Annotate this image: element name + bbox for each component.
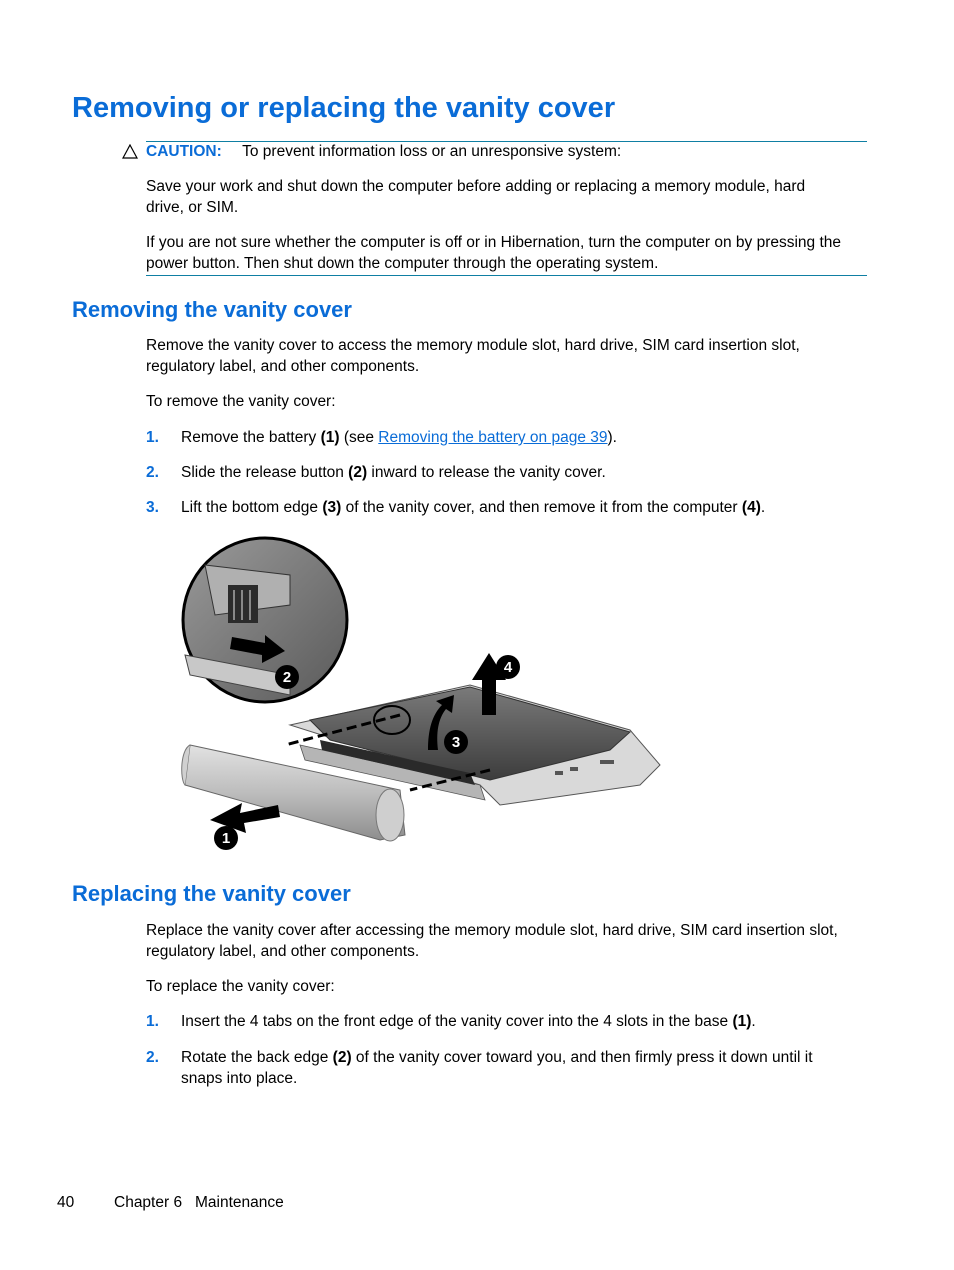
callout-number: 1 xyxy=(221,830,231,847)
step-text: (see xyxy=(339,429,379,446)
caution-label: CAUTION: xyxy=(146,143,222,160)
callout-number: 3 xyxy=(451,734,461,751)
replacing-step-number: 2. xyxy=(146,1049,159,1066)
caution-para2-line2: power button. Then shut down the computer through the operating system. xyxy=(146,255,659,272)
callout-ref: (1) xyxy=(732,1013,752,1030)
replacing-lead: To replace the vanity cover: xyxy=(146,978,335,995)
removing-step-3 xyxy=(181,497,765,518)
removing-intro-line2: regulatory label, and other components. xyxy=(146,358,420,375)
removing-step-number: 3. xyxy=(146,499,159,516)
caution-bottom-rule xyxy=(146,275,867,276)
removing-intro-line1: Remove the vanity cover to access the memory module slot, hard drive, SIM card insertion slot, xyxy=(146,337,800,354)
removing-step-1 xyxy=(181,427,617,448)
removing-step-number: 1. xyxy=(146,429,159,446)
callout-badge-2 xyxy=(275,665,299,689)
vanity-cover-illustration xyxy=(170,535,670,855)
caution-text: To prevent information loss or an unresponsive system: xyxy=(242,143,622,160)
replacing-intro-line1: Replace the vanity cover after accessing the memory module slot, hard drive, SIM card insertion slot, xyxy=(146,922,838,939)
step-text: Insert the 4 tabs on the front edge of the vanity cover into the 4 slots in the base xyxy=(181,1013,733,1030)
replacing-heading: Replacing the vanity cover xyxy=(72,881,351,906)
step-text: inward to release the vanity cover. xyxy=(367,464,606,481)
removing-step-2 xyxy=(181,462,606,483)
callout-badge-4 xyxy=(496,655,520,679)
replacing-step-2-line2: snaps into place. xyxy=(181,1070,298,1087)
caution-para1-line2: drive, or SIM. xyxy=(146,199,239,216)
callout-ref: (1) xyxy=(320,429,340,446)
callout-number: 2 xyxy=(282,669,292,686)
replacing-step-number: 1. xyxy=(146,1013,159,1030)
battery-page-link[interactable]: Removing the battery on page 39 xyxy=(378,429,608,446)
chapter-label: Chapter 6 Maintenance xyxy=(114,1194,284,1211)
step-text: Remove the battery xyxy=(181,429,321,446)
callout-ref: (3) xyxy=(322,499,342,516)
replacing-step-2 xyxy=(181,1047,813,1068)
removing-lead: To remove the vanity cover: xyxy=(146,393,336,410)
callout-ref: (4) xyxy=(741,499,761,516)
callout-badge-1 xyxy=(214,826,238,850)
replacing-step-1 xyxy=(181,1011,756,1032)
step-text: of the vanity cover toward you, and then firmly press it down until it xyxy=(351,1049,813,1066)
caution-para2-line1: If you are not sure whether the computer is off or in Hibernation, turn the computer on by pressing the xyxy=(146,234,842,251)
callout-badge-3 xyxy=(444,730,468,754)
step-text: ). xyxy=(607,429,617,446)
page-title: Removing or replacing the vanity cover xyxy=(72,92,616,124)
step-text: . xyxy=(760,499,766,516)
step-text: Lift the bottom edge xyxy=(181,499,323,516)
page-number: 40 xyxy=(57,1194,75,1211)
step-text: . xyxy=(751,1013,756,1030)
caution-para1-line1: Save your work and shut down the computer before adding or replacing a memory module, hard xyxy=(146,178,806,195)
callout-ref: (2) xyxy=(332,1049,352,1066)
step-text: Slide the release button xyxy=(181,464,349,481)
step-text: Rotate the back edge xyxy=(181,1049,333,1066)
zoom-detail xyxy=(183,538,347,702)
replacing-intro-line2: regulatory label, and other components. xyxy=(146,943,420,960)
callout-ref: (2) xyxy=(348,464,368,481)
callout-number: 4 xyxy=(503,659,513,676)
removing-step-number: 2. xyxy=(146,464,159,481)
caution-line xyxy=(146,141,621,162)
removing-heading: Removing the vanity cover xyxy=(72,297,352,322)
step-text: of the vanity cover, and then remove it from the computer xyxy=(341,499,742,516)
caution-triangle-icon xyxy=(122,144,138,159)
